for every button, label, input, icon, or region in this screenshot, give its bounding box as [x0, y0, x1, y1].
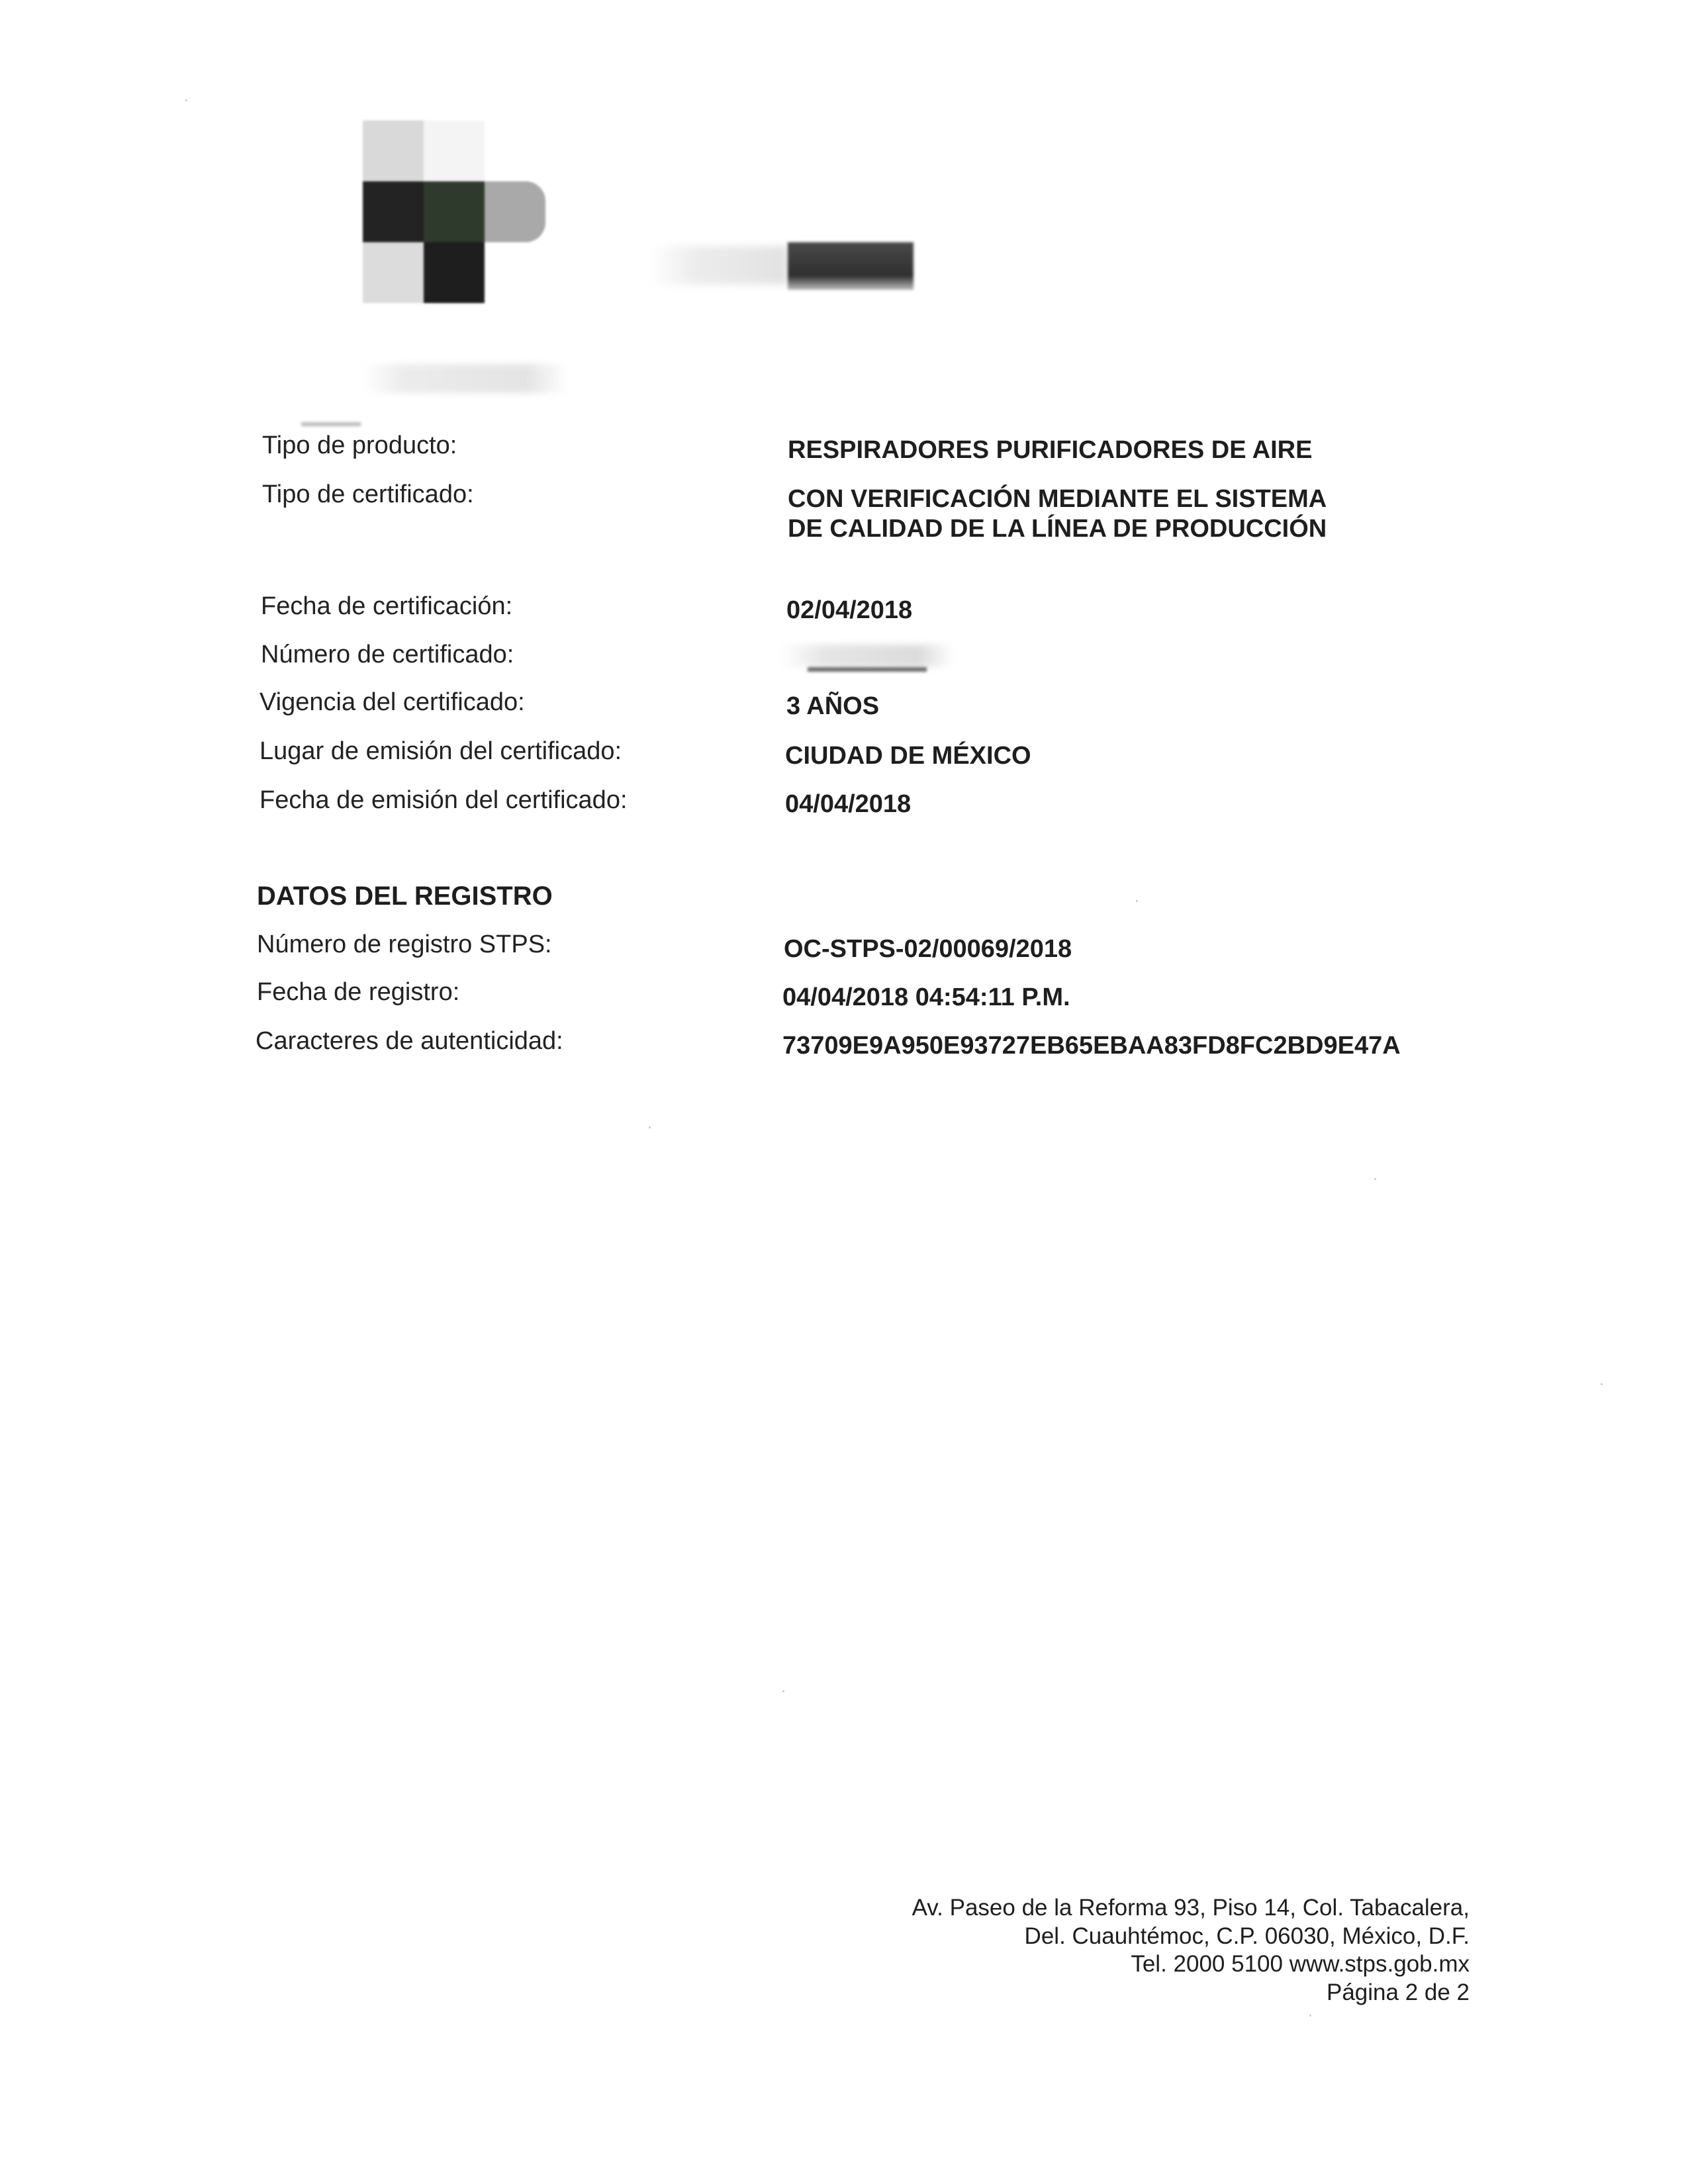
label-fecha-emision: Fecha de emisión del certificado: — [259, 786, 628, 814]
value-fecha-emision: 04/04/2018 — [785, 790, 912, 818]
value-numero-registro: OC-STPS-02/00069/2018 — [784, 935, 1072, 963]
label-fecha-certificacion: Fecha de certificación: — [261, 592, 513, 620]
label-tipo-producto: Tipo de producto: — [262, 432, 457, 459]
redacted-logo — [363, 120, 545, 303]
value-tipo-certificado: CON VERIFICACIÓN MEDIANTE EL SISTEMA DE CALIDAD DE LA LÍNEA DE PRODUCCIÓN — [788, 485, 1327, 543]
label-numero-registro: Número de registro STPS: — [257, 931, 552, 958]
value-lugar-emision: CIUDAD DE MÉXICO — [785, 742, 1031, 770]
redacted-header-number — [649, 242, 914, 290]
redacted-department-name — [363, 364, 568, 393]
value-fecha-registro: 04/04/2018 04:54:11 P.M. — [782, 983, 1070, 1011]
page-number: Página 2 de 2 — [1326, 1979, 1470, 2006]
redacted-numero-certificado — [781, 641, 953, 672]
footer-address — [912, 1894, 1470, 2007]
section-title-datos-registro: DATOS DEL REGISTRO — [257, 882, 553, 911]
label-vigencia: Vigencia del certificado: — [259, 688, 525, 716]
label-caracteres-autenticidad: Caracteres de autenticidad: — [256, 1027, 563, 1055]
scan-mark — [301, 422, 361, 426]
value-caracteres-autenticidad: 73709E9A950E93727EB65EBAA83FD8FC2BD9E47A — [782, 1032, 1401, 1060]
label-lugar-emision: Lugar de emisión del certificado: — [259, 737, 622, 765]
label-fecha-registro: Fecha de registro: — [257, 978, 460, 1006]
footer-address-line1: Av. Paseo de la Reforma 93, Piso 14, Col. Tabacalera, — [912, 1895, 1470, 1921]
label-tipo-certificado: Tipo de certificado: — [262, 480, 474, 508]
label-numero-certificado: Número de certificado: — [261, 641, 514, 668]
value-fecha-certificacion: 02/04/2018 — [786, 596, 913, 624]
footer-contact-line: Tel. 2000 5100 www.stps.gob.mx — [1131, 1951, 1470, 1978]
footer-address-line2: Del. Cuauhtémoc, C.P. 06030, México, D.F. — [1024, 1923, 1470, 1949]
value-tipo-producto: RESPIRADORES PURIFICADORES DE AIRE — [788, 436, 1313, 464]
value-vigencia: 3 AÑOS — [786, 692, 880, 720]
